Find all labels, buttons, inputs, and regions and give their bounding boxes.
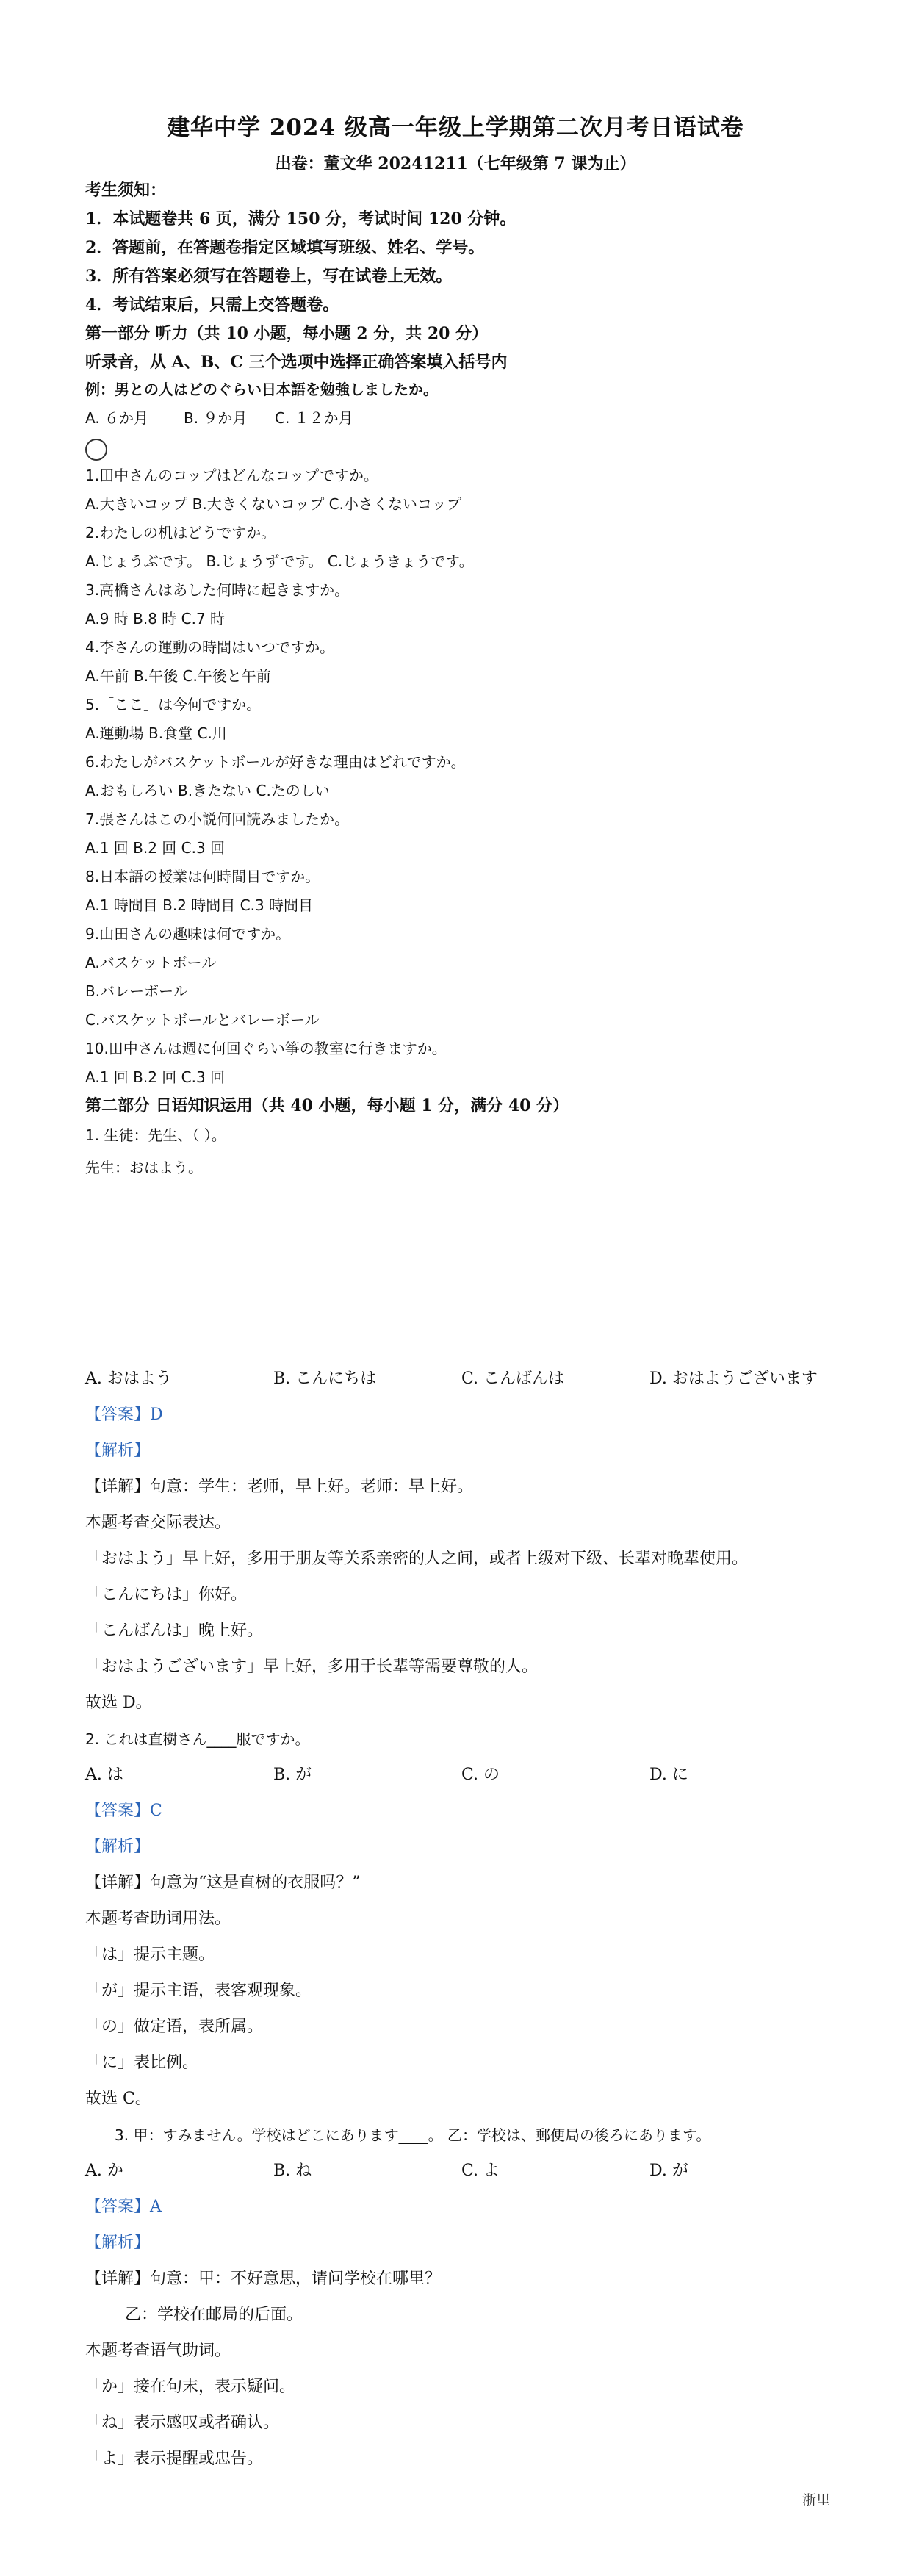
question-line: 1. 生徒：先生、（ ）。 bbox=[85, 1126, 226, 1144]
analysis-line: 故选 C。 bbox=[85, 2090, 151, 2108]
exam-subtitle: 出卷：董文华 20241211（七年级第 7 课为止） bbox=[275, 154, 636, 173]
example-option: B. ９か月 bbox=[184, 409, 248, 427]
notice-item: 4．考试结束后，只需上交答题卷。 bbox=[85, 295, 339, 314]
option: D. が bbox=[649, 2162, 688, 2180]
listening-question: 5.「ここ」は今何ですか。 bbox=[85, 696, 262, 713]
option: A. か bbox=[85, 2162, 123, 2180]
analysis-line: 「か」接在句末，表示疑问。 bbox=[85, 2378, 296, 2396]
analysis-line: 【详解】句意：甲：不好意思，请问学校在哪里？ bbox=[85, 2270, 442, 2288]
question-line: 2. これは直樹さん____服ですか。 bbox=[85, 1730, 310, 1748]
answer-options bbox=[85, 2160, 688, 2182]
analysis-line: 「の」做定语，表所属。 bbox=[85, 2018, 264, 2036]
part1-instruction: 听录音，从 A、B、C 三个选项中选择正确答案填入括号内 bbox=[85, 353, 508, 372]
option: C. よ bbox=[461, 2162, 500, 2180]
analysis-line: 「が」提示主语，表客观现象。 bbox=[85, 1982, 312, 2000]
listening-option: C.バスケットボールとバレーボール bbox=[85, 1011, 320, 1029]
example-option: C. １２か月 bbox=[275, 409, 353, 427]
listening-question: 9.山田さんの趣味は何ですか。 bbox=[85, 925, 291, 943]
answer-label: 【答案】D bbox=[85, 1406, 163, 1424]
answer-label: 【答案】A bbox=[85, 2198, 162, 2216]
option: B. ね bbox=[273, 2162, 312, 2180]
listening-question: 4.李さんの運動の時間はいつですか。 bbox=[85, 638, 335, 656]
listening-options: A.1 時間目 B.2 時間目 C.3 時間目 bbox=[85, 896, 314, 914]
question-line: 先生：おはよう。 bbox=[85, 1159, 203, 1176]
analysis-line: 「おはようございます」早上好，多用于长辈等需要尊敬的人。 bbox=[85, 1658, 539, 1676]
analysis-label: 【解析】 bbox=[85, 2234, 151, 2252]
analysis-line: 「は」提示主题。 bbox=[85, 1946, 215, 1964]
analysis-line: 「に」表比例。 bbox=[85, 2054, 199, 2072]
listening-options: A.大きいコップ B.大きくないコップ C.小さくないコップ bbox=[85, 495, 461, 513]
analysis-line: 「こんばんは」晚上好。 bbox=[85, 1622, 264, 1640]
answer-label: 【答案】C bbox=[85, 1802, 162, 1820]
listening-question: 1.田中さんのコップはどんなコップですか。 bbox=[85, 467, 378, 484]
answer-options bbox=[85, 1368, 818, 1390]
listening-question: 10.田中さんは週に何回ぐらい筝の教室に行きますか。 bbox=[85, 1040, 447, 1057]
answer-circle-icon bbox=[85, 439, 107, 461]
analysis-line: 「おはよう」早上好，多用于朋友等关系亲密的人之间，或者上级对下级、长辈对晚辈使用。 bbox=[85, 1550, 749, 1568]
option: B. が bbox=[273, 1766, 312, 1784]
option: D. おはようございます bbox=[649, 1370, 818, 1388]
analysis-line: 乙：学校在邮局的后面。 bbox=[125, 2306, 303, 2324]
analysis-line: 【详解】句意为“这是直树的衣服吗？” bbox=[85, 1874, 361, 1892]
listening-question: 7.張さんはこの小説何回読みましたか。 bbox=[85, 810, 350, 828]
example-question: 例：男との人はどのぐらい日本語を勉強しましたか。 bbox=[85, 381, 438, 398]
analysis-label: 【解析】 bbox=[85, 1838, 151, 1856]
option: A. は bbox=[85, 1766, 123, 1784]
option: D. に bbox=[649, 1766, 688, 1784]
analysis-line: 故选 D。 bbox=[85, 1694, 152, 1712]
analysis-line: 「こんにちは」你好。 bbox=[85, 1586, 248, 1604]
listening-options: A.9 時 B.8 時 C.7 時 bbox=[85, 610, 226, 627]
option: B. こんにちは bbox=[273, 1370, 377, 1388]
listening-question: 3.高橋さんはあした何時に起きますか。 bbox=[85, 581, 350, 599]
listening-option: A.バスケットボール bbox=[85, 954, 217, 971]
notice-item: 1．本试题卷共 6 页，满分 150 分，考试时间 120 分钟。 bbox=[85, 209, 516, 229]
answer-options bbox=[85, 1764, 688, 1786]
part2-heading: 第二部分 日语知识运用（共 40 小题，每小题 1 分，满分 40 分） bbox=[85, 1096, 569, 1115]
option: C. の bbox=[461, 1766, 500, 1784]
analysis-line: 本题考查交际表达。 bbox=[85, 1514, 231, 1532]
notice-item: 3．所有答案必须写在答题卷上，写在试卷上无效。 bbox=[85, 267, 453, 286]
example-option: A. ６か月 bbox=[85, 409, 149, 427]
analysis-line: 本题考查助词用法。 bbox=[85, 1910, 231, 1928]
listening-options: A.午前 B.午後 C.午後と午前 bbox=[85, 667, 271, 685]
analysis-line: 「よ」表示提醒或忠告。 bbox=[85, 2450, 264, 2468]
notice-item: 2．答题前，在答题卷指定区域填写班级、姓名、学号。 bbox=[85, 238, 485, 257]
analysis-line: 「ね」表示感叹或者确认。 bbox=[85, 2414, 280, 2432]
notice-heading: 考生须知： bbox=[85, 181, 167, 200]
listening-question: 6.わたしがバスケットボールが好きな理由はどれですか。 bbox=[85, 753, 466, 771]
footer-mark: 浙里 bbox=[802, 2492, 830, 2508]
analysis-line: 【详解】句意：学生：老师，早上好。老师：早上好。 bbox=[85, 1478, 474, 1496]
listening-options: A.1 回 B.2 回 C.3 回 bbox=[85, 1068, 226, 1086]
analysis-label: 【解析】 bbox=[85, 1442, 151, 1460]
option: A. おはよう bbox=[85, 1370, 172, 1388]
listening-option: B.バレーボール bbox=[85, 982, 188, 1000]
option: C. こんばんは bbox=[461, 1370, 565, 1388]
exam-title: 建华中学 2024 级高一年级上学期第二次月考日语试卷 bbox=[167, 115, 744, 141]
listening-options: A.じょうぶです。 B.じょうずです。 C.じょうきょうです。 bbox=[85, 553, 474, 570]
example-options bbox=[85, 407, 353, 429]
part1-heading: 第一部分 听力（共 10 小题，每小题 2 分，共 20 分） bbox=[85, 324, 489, 343]
listening-options: A.1 回 B.2 回 C.3 回 bbox=[85, 839, 226, 857]
listening-options: A.運動場 B.食堂 C.川 bbox=[85, 724, 227, 742]
listening-options: A.おもしろい B.きたない C.たのしい bbox=[85, 782, 330, 799]
question-line: 3. 甲：すみません。学校はどこにあります____。 乙：学校は、郵便局の後ろにあります。 bbox=[115, 2126, 711, 2144]
listening-question: 8.日本語の授業は何時間目ですか。 bbox=[85, 868, 320, 885]
listening-question: 2.わたしの机はどうですか。 bbox=[85, 524, 276, 542]
analysis-line: 本题考查语气助词。 bbox=[85, 2342, 231, 2360]
